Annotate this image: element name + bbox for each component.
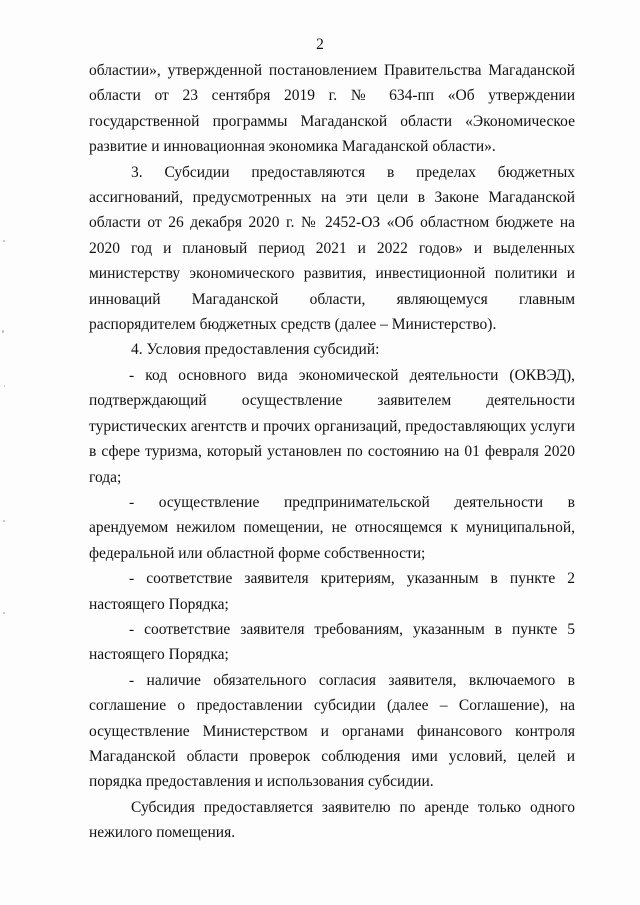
- condition-consent: - наличие обязательного согласия заявителя, включаемого в соглашение о предоставлении субсидии (далее – Соглашение), на осуществление Министерством и органами финансового контроля Магаданской области проверок соблюдения ими условий, целей и порядка предоставления и использования субсидии.: [89, 671, 575, 791]
- page-number: 2: [316, 36, 324, 53]
- scan-speck: [2, 330, 4, 333]
- condition-requirements: - соответствие заявителя требованиям, указанным в пункте 5 настоящего Порядка;: [89, 620, 575, 664]
- scan-speck: [3, 612, 5, 614]
- condition-rented-premises: - осуществление предпринимательской деятельности в арендуемом нежилом помещении, не относящемся к муниципальной, федеральной или областной форме собственности;: [89, 493, 575, 562]
- document-body: [89, 58, 575, 846]
- paragraph-program-reference: областии», утвержденной постановлением Правительства Магаданской области от 23 сентября 2019 г. № 634-пп «Об утверждении государственной программы Магаданской области «Экономическое развитие и инновационная экономика Магаданской области».: [89, 62, 575, 156]
- condition-okved-code: - код основного вида экономической деятельности (ОКВЭД), подтверждающий осуществление заявителем деятельности туристических агентств и прочих организаций, предоставляющих услуги в сфере туризма, который установлен по состоянию на 01 февраля 2020 года;: [89, 366, 575, 486]
- condition-criteria: - соответствие заявителя критериям, указанным в пункте 2 настоящего Порядка;: [89, 570, 575, 613]
- scan-speck: [3, 520, 5, 522]
- paragraph-budget-allocations: 3. Субсидии предоставляются в пределах бюджетных ассигнований, предусмотренных на эти цели в Законе Магаданской области от 26 декабря 2020 г. № 2452-ОЗ «Об областном бюджете на 2020 год и плановый период 2021 и 2022 годов» и выделенных министерству экономического развития, инвестиционной политики и инноваций Магаданской области, являющемуся главным распорядителем бюджетных средств (далее – Министерство).: [89, 163, 575, 334]
- scan-speck: [4, 385, 5, 387]
- paragraph-single-premises: Субсидия предоставляется заявителю по аренде только одного нежилого помещения.: [89, 798, 575, 842]
- paragraph-conditions-heading: 4. Условия предоставления субсидий:: [131, 341, 380, 359]
- scan-speck: [3, 240, 5, 242]
